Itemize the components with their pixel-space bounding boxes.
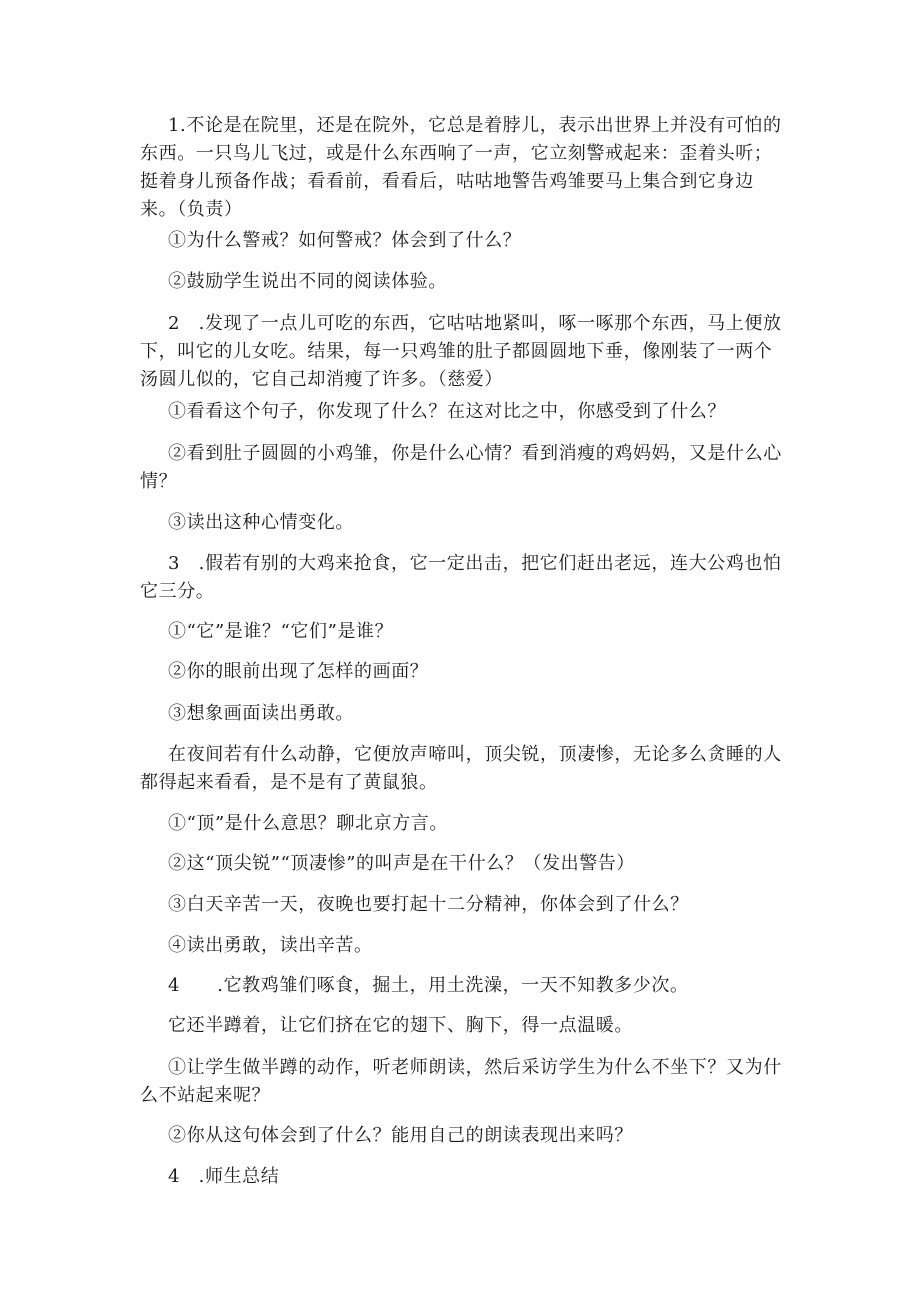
paragraph-21: 4 .师生总结 (168, 1166, 280, 1187)
paragraph-17: 4 .它教鸡雏们啄食，掘土，用土洗澡，一天不知教多少次。 (168, 975, 689, 996)
paragraph-9: ①“它”是谁？“它们”是谁？ (168, 621, 394, 642)
paragraph-2: ①为什么警戒？如何警戒？体会到了什么？ (168, 230, 522, 251)
paragraph-12: 在夜间若有什么动静，它便放声啼叫，顶尖锐，顶凄惨，无论多么贪睡的人都得起来看看，是不是有了黄鼠狼。 (140, 744, 782, 793)
paragraph-11: ③想象画面读出勇敢。 (168, 703, 354, 724)
paragraph-20: ②你从这句体会到了什么？能用自己的朗读表现出来吗？ (168, 1125, 633, 1146)
paragraph-14: ②这“顶尖锐”“顶凄惨”的叫声是在干什么？（发出警告） (168, 853, 636, 874)
paragraph-5: ①看看这个句子，你发现了什么？在这对比之中，你感受到了什么？ (168, 401, 726, 422)
paragraph-10: ②你的眼前出现了怎样的画面？ (168, 661, 429, 682)
paragraph-7: ③读出这种心情变化。 (168, 512, 354, 533)
paragraph-16: ④读出勇敢，读出辛苦。 (168, 935, 373, 956)
paragraph-19: ①让学生做半蹲的动作，听老师朗读，然后采访学生为什么不坐下？又为什么不站起来呢？ (140, 1057, 782, 1106)
paragraph-6: ②看到肚子圆圆的小鸡雏，你是什么心情？看到消瘦的鸡妈妈，又是什么心情？ (140, 443, 782, 492)
paragraph-13: ①“顶”是什么意思？聊北京方言。 (168, 813, 449, 834)
paragraph-3: ②鼓励学生说出不同的阅读体验。 (168, 271, 447, 292)
paragraph-4: 2 .发现了一点儿可吃的东西，它咕咕地紧叫，啄一啄那个东西，马上便放下，叫它的儿女吃。结果，每一只鸡雏的肚子都圆圆地下垂，像刚装了一两个汤圆儿似的，它自己却消瘦了许多。（慈爱） (140, 313, 782, 390)
paragraph-8: 3 .假若有别的大鸡来抢食，它一定出击，把它们赶出老远，连大公鸡也怕它三分。 (140, 553, 782, 602)
paragraph-15: ③白天辛苦一天，夜晚也要打起十二分精神，你体会到了什么？ (168, 894, 689, 915)
paragraph-18: 它还半蹲着，让它们挤在它的翅下、胸下，得一点温暖。 (168, 1015, 633, 1036)
paragraph-1: 1.不论是在院里，还是在院外，它总是着脖儿，表示出世界上并没有可怕的东西。一只鸟儿飞过，或是什么东西响了一声，它立刻警戒起来：歪着头听；挺着身儿预备作战；看看前，看看后，咕咕地警告鸡雏要马上集合到它身边来。（负责） (140, 115, 782, 220)
